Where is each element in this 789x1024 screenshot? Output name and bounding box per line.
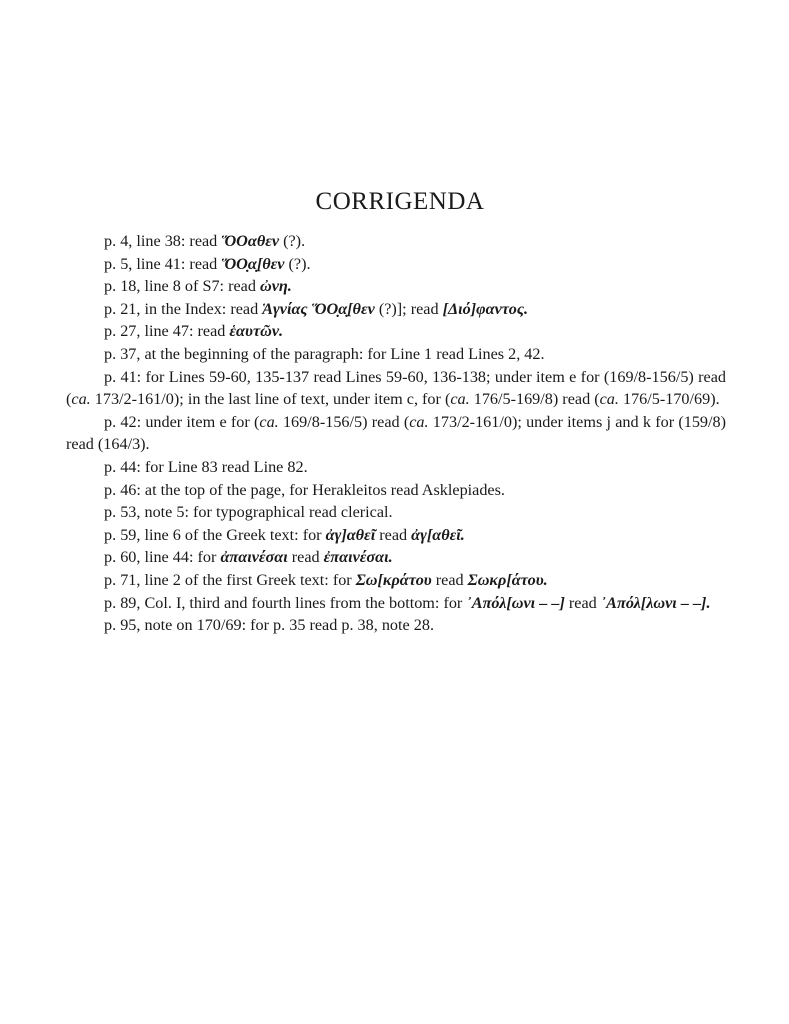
corrigendum-entry bbox=[66, 275, 726, 298]
entry-text: p. 59, line 6 of the Greek text: for bbox=[104, 525, 326, 544]
entry-text: p. 44: for Line 83 read Line 82. bbox=[104, 457, 308, 476]
greek-text: ἐπαινέσαι. bbox=[323, 548, 393, 567]
corrigendum-entry bbox=[66, 479, 726, 502]
corrigendum-entry bbox=[66, 592, 726, 615]
corrigendum-entry bbox=[66, 524, 726, 547]
entry-text: 173/2-161/0); in the last line of text, under item c, for ( bbox=[90, 390, 451, 409]
greek-text: ἀπαινέσαι bbox=[220, 548, 288, 567]
entry-text: p. 18, line 8 of S7: read bbox=[104, 277, 261, 296]
greek-text: ᾿Απόλ[ωνι – –] bbox=[466, 593, 565, 612]
corrigendum-entry bbox=[66, 366, 726, 411]
greek-text: Σωκρ[άτου. bbox=[467, 570, 548, 589]
corrigenda-list bbox=[66, 230, 726, 637]
entry-text: (?). bbox=[279, 232, 306, 250]
corrigendum-entry bbox=[66, 253, 726, 276]
entry-text: 173/2-161/0); under items j and k for (159/8) read (164/3). bbox=[66, 412, 726, 454]
greek-text: ὍΟαθεν bbox=[221, 232, 280, 250]
entry-text: p. 21, in the Index: read bbox=[104, 299, 263, 318]
entry-text: p. 42: under item e for ( bbox=[104, 412, 260, 431]
entry-text: (?). bbox=[284, 254, 311, 273]
greek-text: ὠνη. bbox=[260, 277, 292, 296]
entry-text: 176/5-169/8) read ( bbox=[469, 390, 600, 409]
corrigendum-entry bbox=[66, 411, 726, 456]
entry-text: p. 95, note on 170/69: for p. 35 read p. 38, note 28. bbox=[104, 616, 434, 635]
entry-text: p. 37, at the beginning of the paragraph: for Line 1 read Lines 2, 42. bbox=[104, 344, 545, 363]
entry-text: read bbox=[431, 570, 468, 589]
entry-text: read bbox=[287, 548, 324, 567]
greek-text: Ἁγνίας ὍΟ̣α̣[θεν bbox=[262, 299, 375, 318]
entry-text: p. 5, line 41: read bbox=[104, 254, 222, 273]
corrigendum-entry bbox=[66, 569, 726, 592]
entry-text: p. 60, line 44: for bbox=[104, 548, 221, 567]
corrigendum-entry bbox=[66, 298, 726, 321]
corrigendum-entry bbox=[66, 320, 726, 343]
corrigendum-entry bbox=[66, 614, 726, 637]
corrigendum-entry bbox=[66, 501, 726, 524]
corrigendum-entry bbox=[66, 230, 726, 253]
entry-text: p. 89, Col. I, third and fourth lines from the bottom: for bbox=[104, 593, 467, 612]
greek-text: ἑαυτῶν. bbox=[229, 322, 284, 341]
entry-text: 169/8-156/5) read ( bbox=[278, 412, 410, 431]
entry-text: (?)]; read bbox=[374, 299, 443, 318]
entry-text: p. 41: for Lines 59-60, 135-137 read Lines 59-60, 136-138; under item e for (169/8-156/5) read ( bbox=[66, 367, 726, 409]
greek-text: ἀγ]αθεῖ bbox=[325, 525, 376, 544]
greek-text: ᾿Απόλ[λωνι – –]. bbox=[600, 593, 711, 612]
entry-text: read bbox=[375, 525, 412, 544]
greek-text: [Διό]φαντος. bbox=[442, 299, 529, 318]
page-title: CORRIGENDA bbox=[315, 188, 485, 215]
italic-text: ca. bbox=[599, 390, 619, 409]
entry-text: p. 53, note 5: for typographical read clerical. bbox=[104, 503, 393, 522]
italic-text: ca. bbox=[409, 412, 429, 431]
entry-text: p. 27, line 47: read bbox=[104, 322, 230, 341]
italic-text: ca. bbox=[259, 412, 279, 431]
entry-text: p. 4, line 38: read bbox=[104, 232, 222, 250]
corrigendum-entry bbox=[66, 343, 726, 366]
greek-text: ἀγ[αθεῖ. bbox=[411, 525, 465, 544]
greek-text: ὍΟ̣α̣[θεν bbox=[221, 254, 285, 273]
italic-text: ca. bbox=[450, 390, 470, 409]
corrigendum-entry bbox=[66, 456, 726, 479]
entry-text: p. 71, line 2 of the first Greek text: for bbox=[104, 570, 356, 589]
italic-text: ca. bbox=[71, 390, 91, 409]
greek-text: Σω[κράτου bbox=[355, 570, 432, 589]
corrigendum-entry bbox=[66, 546, 726, 569]
entry-text: read bbox=[564, 593, 601, 612]
corrigenda-page bbox=[66, 188, 726, 637]
entry-text: p. 46: at the top of the page, for Herakleitos read Asklepiades. bbox=[104, 480, 505, 499]
entry-text: 176/5-170/69). bbox=[618, 390, 720, 409]
